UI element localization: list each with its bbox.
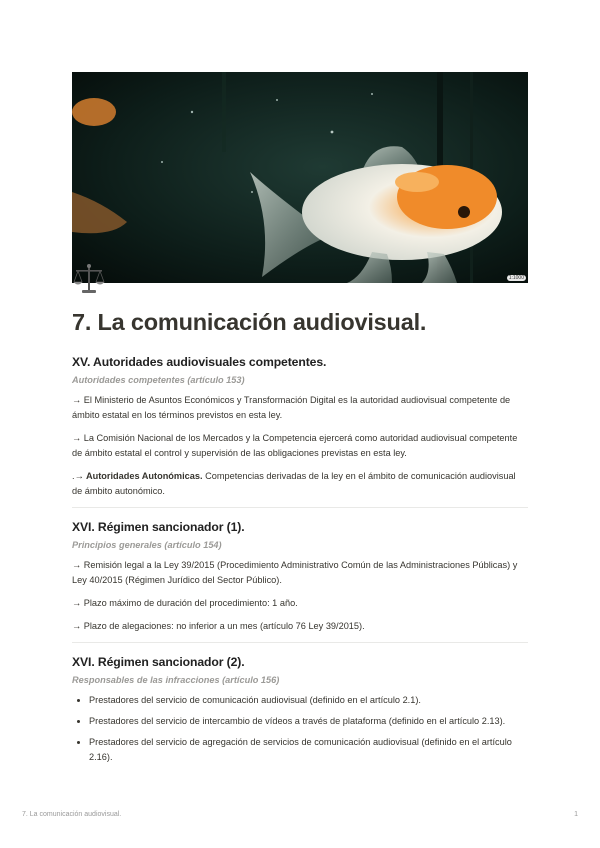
divider — [72, 642, 528, 643]
section-heading: XV. Autoridades audiovisuales competentes. — [72, 355, 327, 369]
bullet-list — [72, 693, 528, 765]
cover-badge: 1:1000 — [508, 275, 524, 281]
footer-title: 7. La comunicación audiovisual. — [22, 811, 122, 818]
footer-page-number: 1 — [574, 811, 578, 818]
section-regimen-2 — [72, 655, 528, 765]
page-content — [72, 355, 528, 771]
page-footer — [22, 811, 578, 818]
section-subheading: Autoridades competentes (artículo 153) — [72, 375, 245, 385]
paragraph-bold: → Autoridades Autonómicas. — [74, 471, 203, 481]
divider — [72, 507, 528, 508]
cover-image — [72, 72, 528, 283]
paragraph: → El Ministerio de Asuntos Económicos y Transformación Digital es la autoridad audiovisual competente de ámbito estatal en los términos previstos en esta ley. — [72, 395, 511, 420]
section-heading: XVI. Régimen sancionador (2). — [72, 655, 245, 669]
section-subheading: Responsables de las infracciones (artículo 156) — [72, 675, 280, 685]
section-regimen-1 — [72, 520, 528, 634]
scales-of-justice-icon — [72, 262, 106, 296]
paragraph — [72, 469, 528, 499]
goldfish-photo — [72, 72, 528, 283]
list-item: • Prestadores del servicio de comunicación audiovisual (definido en el artículo 2.1). — [89, 693, 528, 708]
section-heading: XVI. Régimen sancionador (1). — [72, 520, 245, 534]
paragraph-rest: Competencias derivadas de la ley en el ámbito de comunicación audiovisual de ámbito autonómico. — [72, 471, 516, 496]
section-autoridades — [72, 355, 528, 499]
page-title: 7. La comunicación audiovisual. — [72, 309, 427, 335]
list-item: • Prestadores del servicio de agregación de servicios de comunicación audiovisual (definido en el artículo 2.16). — [89, 735, 528, 765]
paragraph: → La Comisión Nacional de los Mercados y la Competencia ejercerá como autoridad audiovisual competente de ámbito estatal el control y supervisión de las obligaciones previstas en esta ley. — [72, 433, 518, 458]
list-item: • Prestadores del servicio de intercambio de vídeos a través de plataforma (definido en el artículo 2.13). — [89, 714, 528, 729]
paragraph-prefix: . — [72, 471, 75, 481]
section-subheading: Principios generales (artículo 154) — [72, 540, 222, 550]
paragraph: → Plazo máximo de duración del procedimiento: 1 año. — [72, 598, 298, 608]
paragraph: → Plazo de alegaciones: no inferior a un mes (artículo 76 Ley 39/2015). — [72, 621, 365, 631]
paragraph: → Remisión legal a la Ley 39/2015 (Procedimiento Administrativo Común de las Administraciones Públicas) y Ley 40/2015 (Régimen Jurídico del Sector Público). — [72, 560, 518, 585]
